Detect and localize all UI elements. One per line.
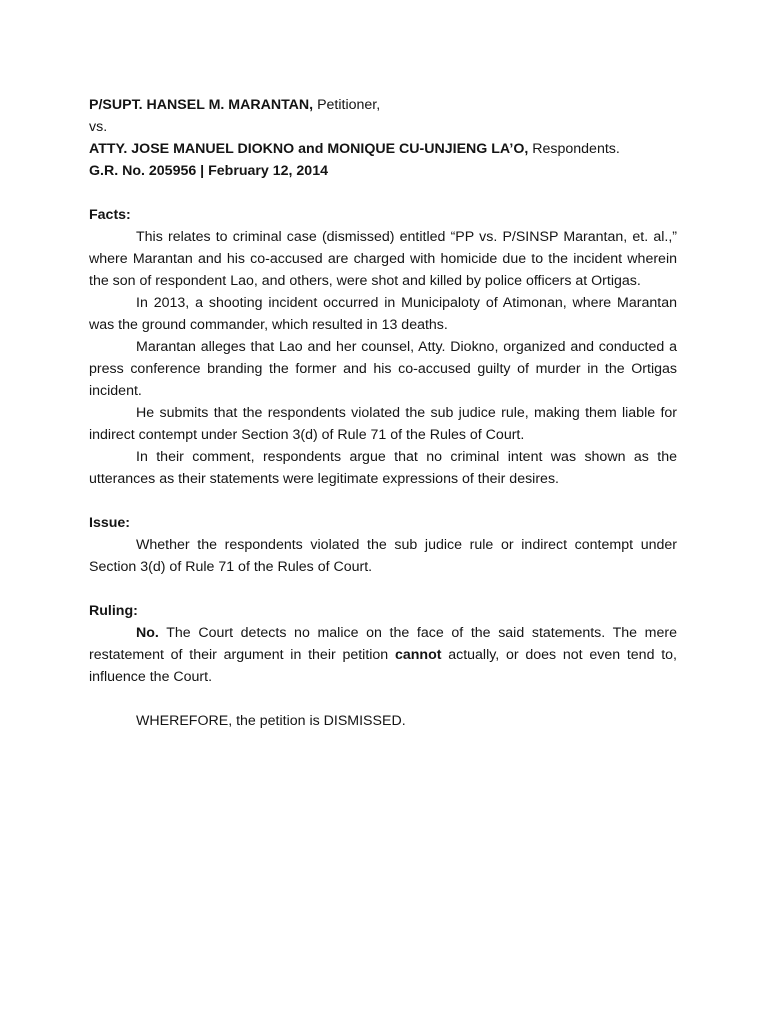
respondents-names: ATTY. JOSE MANUEL DIOKNO and MONIQUE CU-UNJIENG LA’O,	[89, 141, 529, 157]
dispositive-line: WHEREFORE, the petition is DISMISSED.	[136, 713, 406, 729]
facts-paragraph: In 2013, a shooting incident occurred in Municipaloty of Atimonan, where Marantan was the ground commander, which resulted in 13 deaths.	[89, 295, 677, 333]
petitioner-name: P/SUPT. HANSEL M. MARANTAN,	[89, 97, 314, 113]
ruling-answer: No.	[136, 625, 159, 641]
facts-paragraph: This relates to criminal case (dismissed) entitled “PP vs. P/SINSP Marantan, et. al.,” where Marantan and his co-accused are charged with homicide due to the incident wherein the son of respondent Lao, and others, were shot and killed by police officers at Ortigas.	[89, 229, 677, 289]
respondents-role: Respondents.	[528, 141, 620, 157]
facts-section	[89, 204, 677, 490]
ruling-text-part2: actually, or does not even tend to, influence the Court.	[89, 647, 677, 685]
ruling-text-part1: The Court detects no malice on the face of the said statements. The mere restatement of their argument in their petition	[89, 625, 677, 663]
issue-section	[89, 512, 677, 578]
respondents-line	[89, 138, 677, 160]
case-number-date: G.R. No. 205956 | February 12, 2014	[89, 163, 328, 179]
facts-paragraph: Marantan alleges that Lao and her counsel, Atty. Diokno, organized and conducted a press conference branding the former and his co-accused guilty of murder in the Ortigas incident.	[89, 339, 677, 399]
ruling-section	[89, 600, 677, 732]
issue-text: Whether the respondents violated the sub judice rule or indirect contempt under Section 3(d) of Rule 71 of the Rules of Court.	[89, 537, 677, 575]
issue-heading: Issue:	[89, 515, 131, 531]
petitioner-role: Petitioner,	[313, 97, 381, 113]
facts-heading: Facts:	[89, 207, 131, 223]
versus-line: vs.	[89, 119, 108, 135]
facts-paragraph: He submits that the respondents violated the sub judice rule, making them liable for indirect contempt under Section 3(d) of Rule 71 of the Rules of Court.	[89, 405, 677, 443]
ruling-emphasis: cannot	[394, 647, 442, 663]
ruling-text	[89, 622, 677, 688]
facts-paragraph: In their comment, respondents argue that no criminal intent was shown as the utterances as their statements were legitimate expressions of their desires.	[89, 449, 677, 487]
ruling-heading: Ruling:	[89, 603, 138, 619]
spacer	[89, 688, 677, 710]
document-body	[89, 94, 677, 732]
petitioner-line	[89, 94, 677, 116]
